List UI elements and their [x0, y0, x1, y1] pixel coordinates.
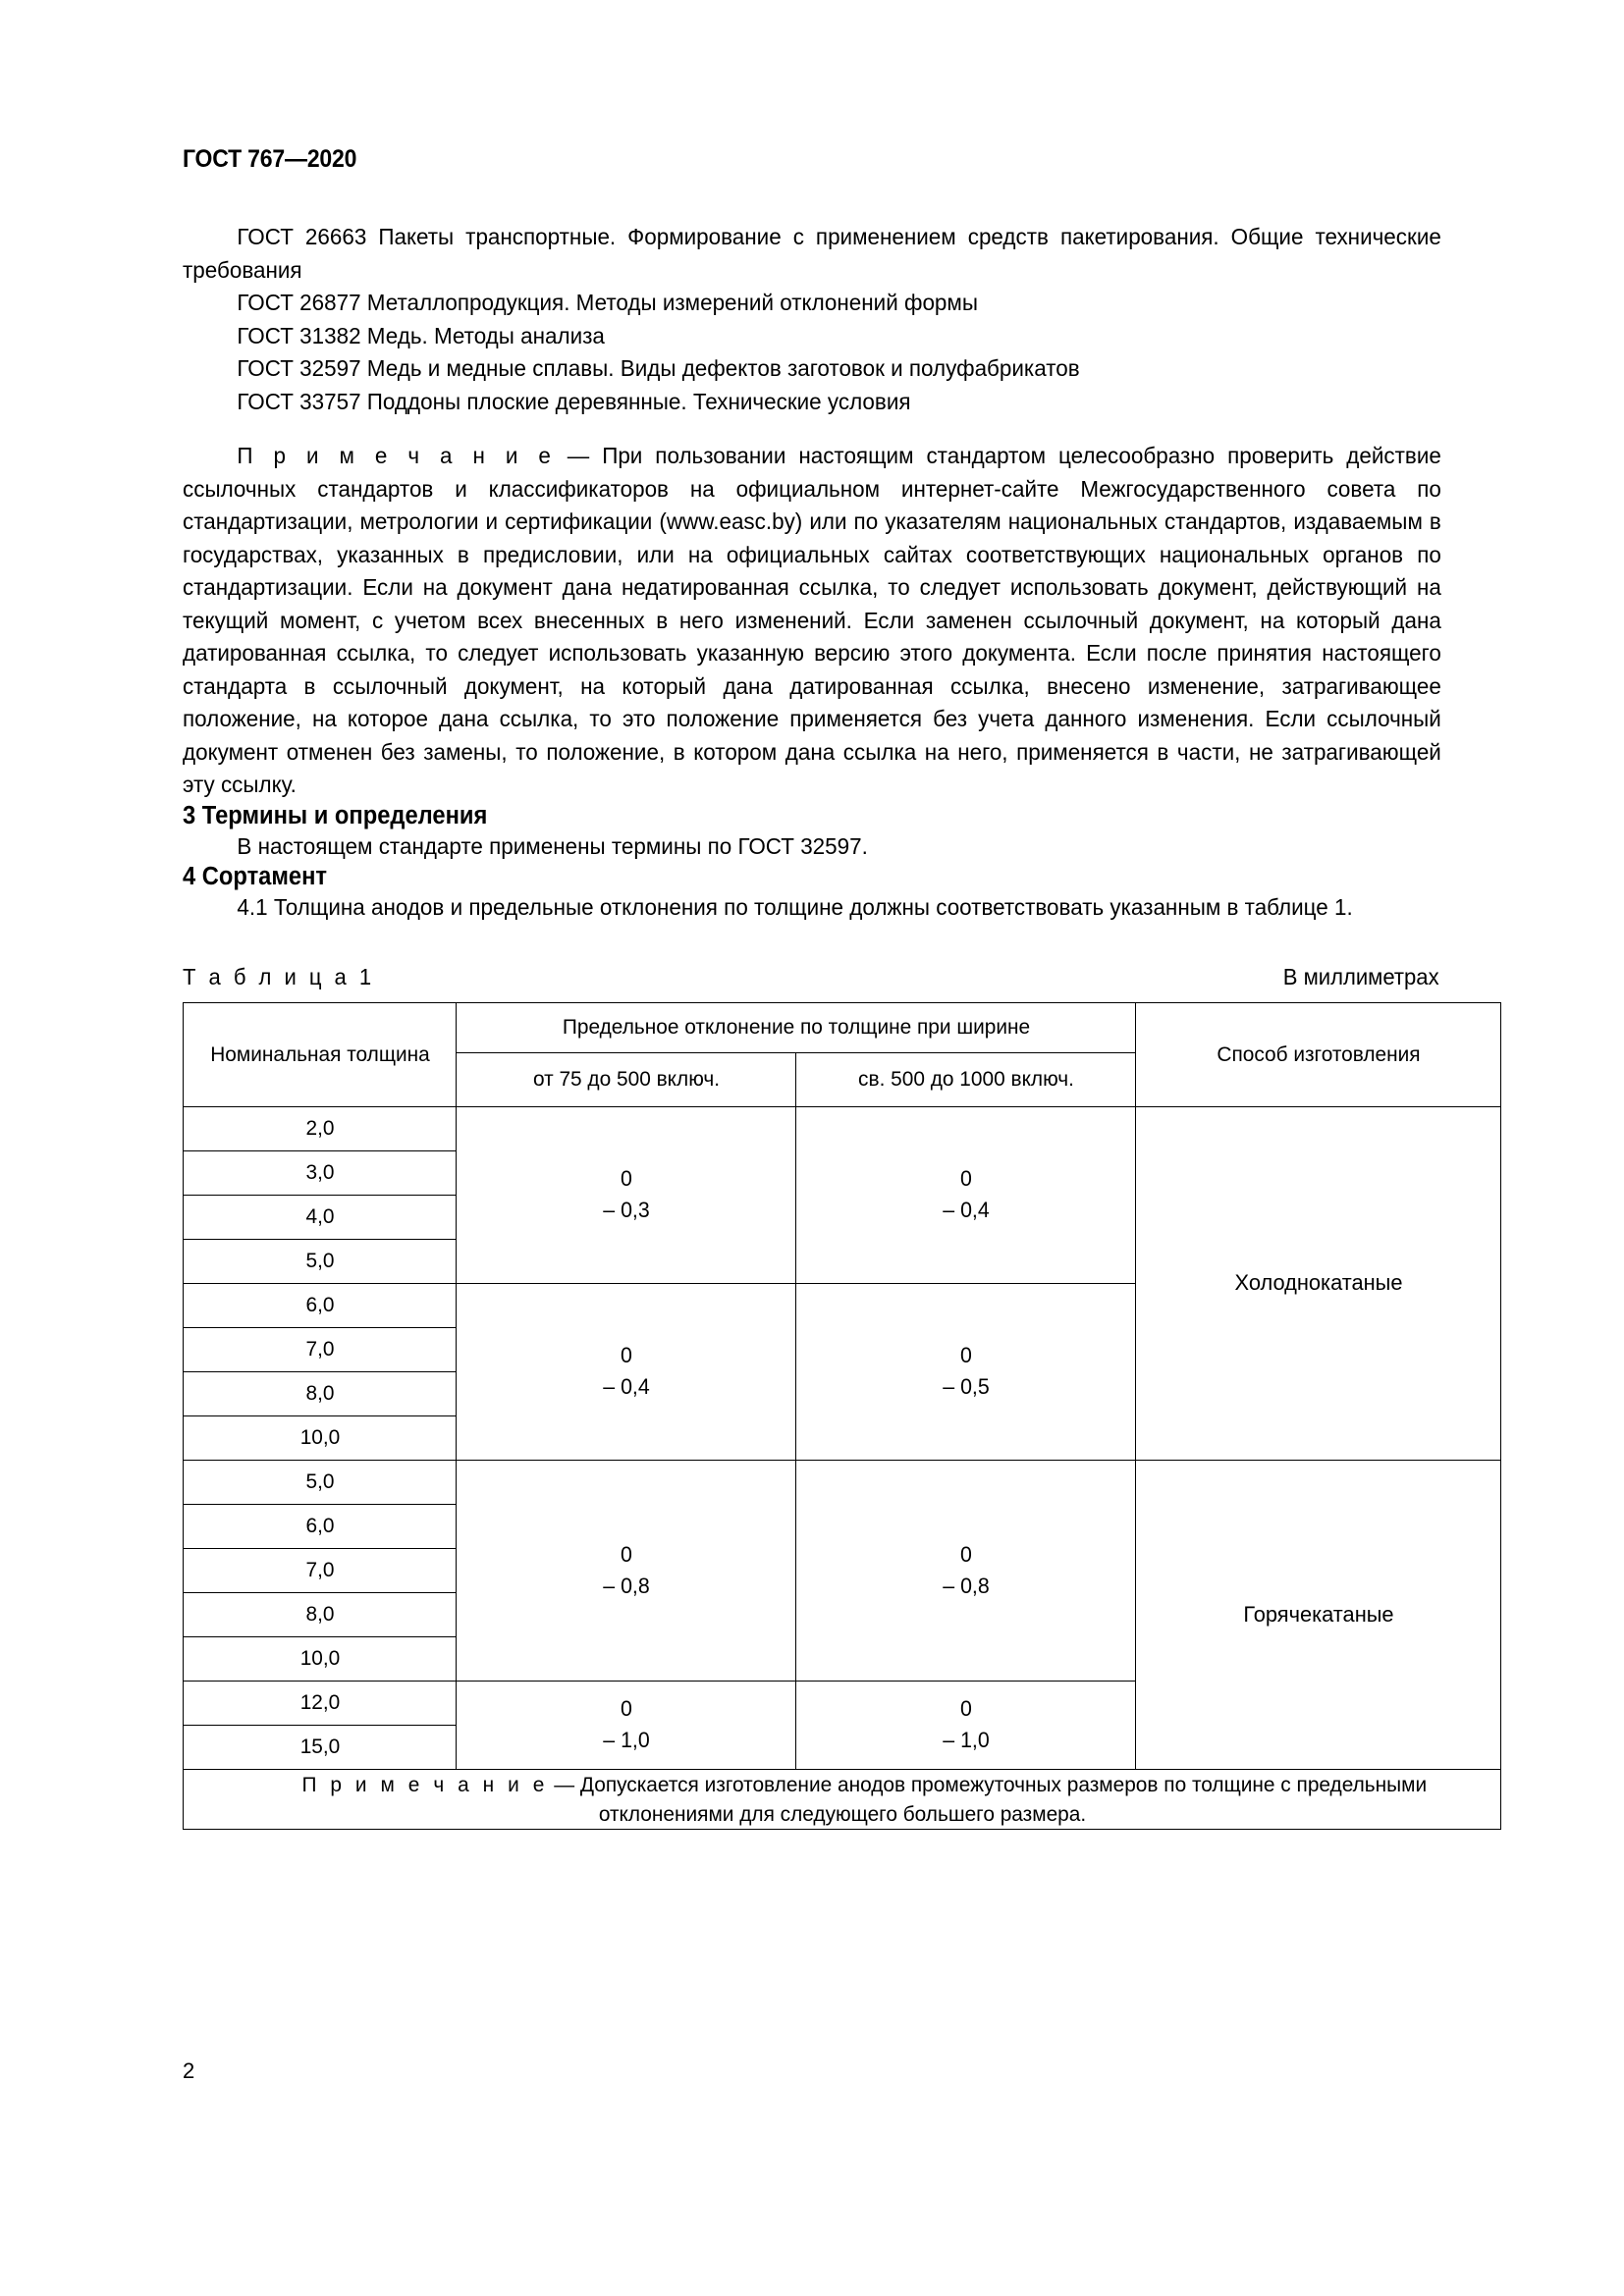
table-row: [184, 1106, 1501, 1150]
dev-lower: – 1,0: [602, 1728, 650, 1752]
table-row: [184, 1460, 1501, 1504]
cell-deviation-width1: [461, 1283, 791, 1460]
cell-thickness: 6,0: [188, 1504, 453, 1548]
table-body: [184, 1106, 1501, 1829]
cell-deviation-width1: [461, 1106, 791, 1283]
table-header-row-1: [184, 1002, 1501, 1052]
note-text: При пользовании настоящим стандартом целесообразно проверить действие ссылочных стандартов и классификаторов на официальном интернет-сайте Межгосударственного совета по стандартизации, метрологии и сертификации (www.easc.by) или по указателям национальных стандартов, издаваемым в государствах, указанных в предисловии, или на официальных сайтах соответствующих национальных органов по стандартизации. Если на документ дана недатированная ссылка, то следует использовать документ, действующий на текущий момент, с учетом всех внесенных в него изменений. Если заменен ссылочный документ, на который дана датированная ссылка, то следует использовать указанную версию этого документа. Если после принятия настоящего стандарта в ссылочный документ, на который дана датированная ссылка, внесено изменение, затрагивающее положение, на которое дана ссылка, то это положение применяется без учета данного изменения. Если ссылочный документ отменен без замены, то положение, в котором дана ссылка на него, применяется в части, не затрагивающей эту ссылку.: [183, 443, 1441, 797]
reference-item: ГОСТ 33757 Поддоны плоские деревянные. Технические условия: [237, 388, 911, 414]
cell-thickness: 12,0: [188, 1681, 453, 1725]
cell-thickness: 5,0: [188, 1239, 453, 1283]
dev-lower: – 0,4: [942, 1198, 990, 1222]
table-units-label: В миллиметрах: [1283, 963, 1440, 989]
reference-item: ГОСТ 26877 Металлопродукция. Методы измерений отклонений формы: [237, 290, 978, 315]
dev-upper: 0: [620, 1696, 632, 1721]
page-number: 2: [183, 2058, 195, 2083]
table-head: [184, 1002, 1501, 1106]
cell-deviation-width1: [461, 1681, 791, 1769]
dev-lower: – 0,3: [602, 1198, 650, 1222]
cell-thickness: 10,0: [188, 1636, 453, 1681]
section-heading-terms: 3 Термины и определения: [183, 801, 488, 829]
dev-upper: 0: [959, 1541, 972, 1567]
table-footnote: [203, 1769, 1482, 1829]
dev-upper: 0: [620, 1343, 632, 1367]
footnote-text: Допускается изготовление анодов промежуточных размеров по толщине с предельными отклонениями для следующего большего размера.: [579, 1772, 1427, 1826]
th-width-range-2: св. 500 до 1000 включ.: [801, 1052, 1131, 1106]
dev-upper: 0: [959, 1166, 972, 1191]
page-content: [183, 145, 1441, 1830]
cell-thickness: 6,0: [188, 1283, 453, 1327]
cell-method-cold-rolled: Холоднокатаные: [1141, 1106, 1495, 1460]
section-heading-assortment: 4 Сортамент: [183, 863, 328, 890]
cell-method-hot-rolled: Горячекатаные: [1141, 1460, 1495, 1769]
note-dash: —: [554, 443, 603, 468]
note-label: П р и м е ч а н и е: [237, 443, 555, 468]
cell-deviation-width2: [801, 1460, 1131, 1681]
dev-upper: 0: [620, 1166, 632, 1191]
footnote-label: П р и м е ч а н и е: [300, 1772, 548, 1796]
standards-note: [183, 440, 1441, 802]
cell-thickness: 4,0: [188, 1195, 453, 1239]
th-nominal-thickness: Номинальная толщина: [188, 1002, 453, 1106]
cell-thickness: 8,0: [188, 1371, 453, 1415]
dev-upper: 0: [959, 1343, 972, 1367]
cell-thickness: 7,0: [188, 1327, 453, 1371]
footnote-dash: —: [547, 1772, 580, 1796]
cell-deviation-width1: [461, 1460, 791, 1681]
th-manufacturing-method: Способ изготовления: [1141, 1002, 1495, 1106]
dev-upper: 0: [620, 1541, 632, 1567]
section-paragraph-assortment: 4.1 Толщина анодов и предельные отклонения по толщине должны соответствовать указанным в таблице 1.: [237, 894, 1353, 920]
dev-lower: – 0,4: [602, 1374, 650, 1399]
table-footnote-row: [184, 1769, 1501, 1829]
cell-deviation-width2: [801, 1283, 1131, 1460]
running-header: ГОСТ 767—2020: [183, 145, 357, 173]
cell-thickness: 3,0: [188, 1150, 453, 1195]
cell-thickness: 5,0: [188, 1460, 453, 1504]
cell-thickness: 8,0: [188, 1592, 453, 1636]
dev-upper: 0: [959, 1696, 972, 1721]
dev-lower: – 0,8: [942, 1573, 990, 1598]
dev-lower: – 1,0: [942, 1728, 990, 1752]
th-width-range-1: от 75 до 500 включ.: [461, 1052, 791, 1106]
reference-item: ГОСТ 26663 Пакеты транспортные. Формирование с применением средств пакетирования. Общие технические требования: [183, 224, 1441, 283]
thickness-tolerance-table: [183, 1002, 1501, 1830]
reference-item: ГОСТ 32597 Медь и медные сплавы. Виды дефектов заготовок и полуфабрикатов: [237, 355, 1080, 381]
cell-thickness: 7,0: [188, 1548, 453, 1592]
cell-thickness: 2,0: [188, 1106, 453, 1150]
section-paragraph-terms: В настоящем стандарте применены термины по ГОСТ 32597.: [237, 832, 868, 859]
dev-lower: – 0,5: [942, 1374, 990, 1399]
th-deviation-group: Предельное отклонение по толщине при ширине: [466, 1002, 1125, 1052]
dev-lower: – 0,8: [602, 1573, 650, 1598]
cell-thickness: 10,0: [188, 1415, 453, 1460]
cell-thickness: 15,0: [188, 1725, 453, 1769]
table-caption-row: [183, 964, 1441, 990]
cell-deviation-width2: [801, 1681, 1131, 1769]
reference-item: ГОСТ 31382 Медь. Методы анализа: [237, 322, 605, 348]
cell-deviation-width2: [801, 1106, 1131, 1283]
table-caption: Т а б л и ц а 1: [183, 963, 375, 989]
